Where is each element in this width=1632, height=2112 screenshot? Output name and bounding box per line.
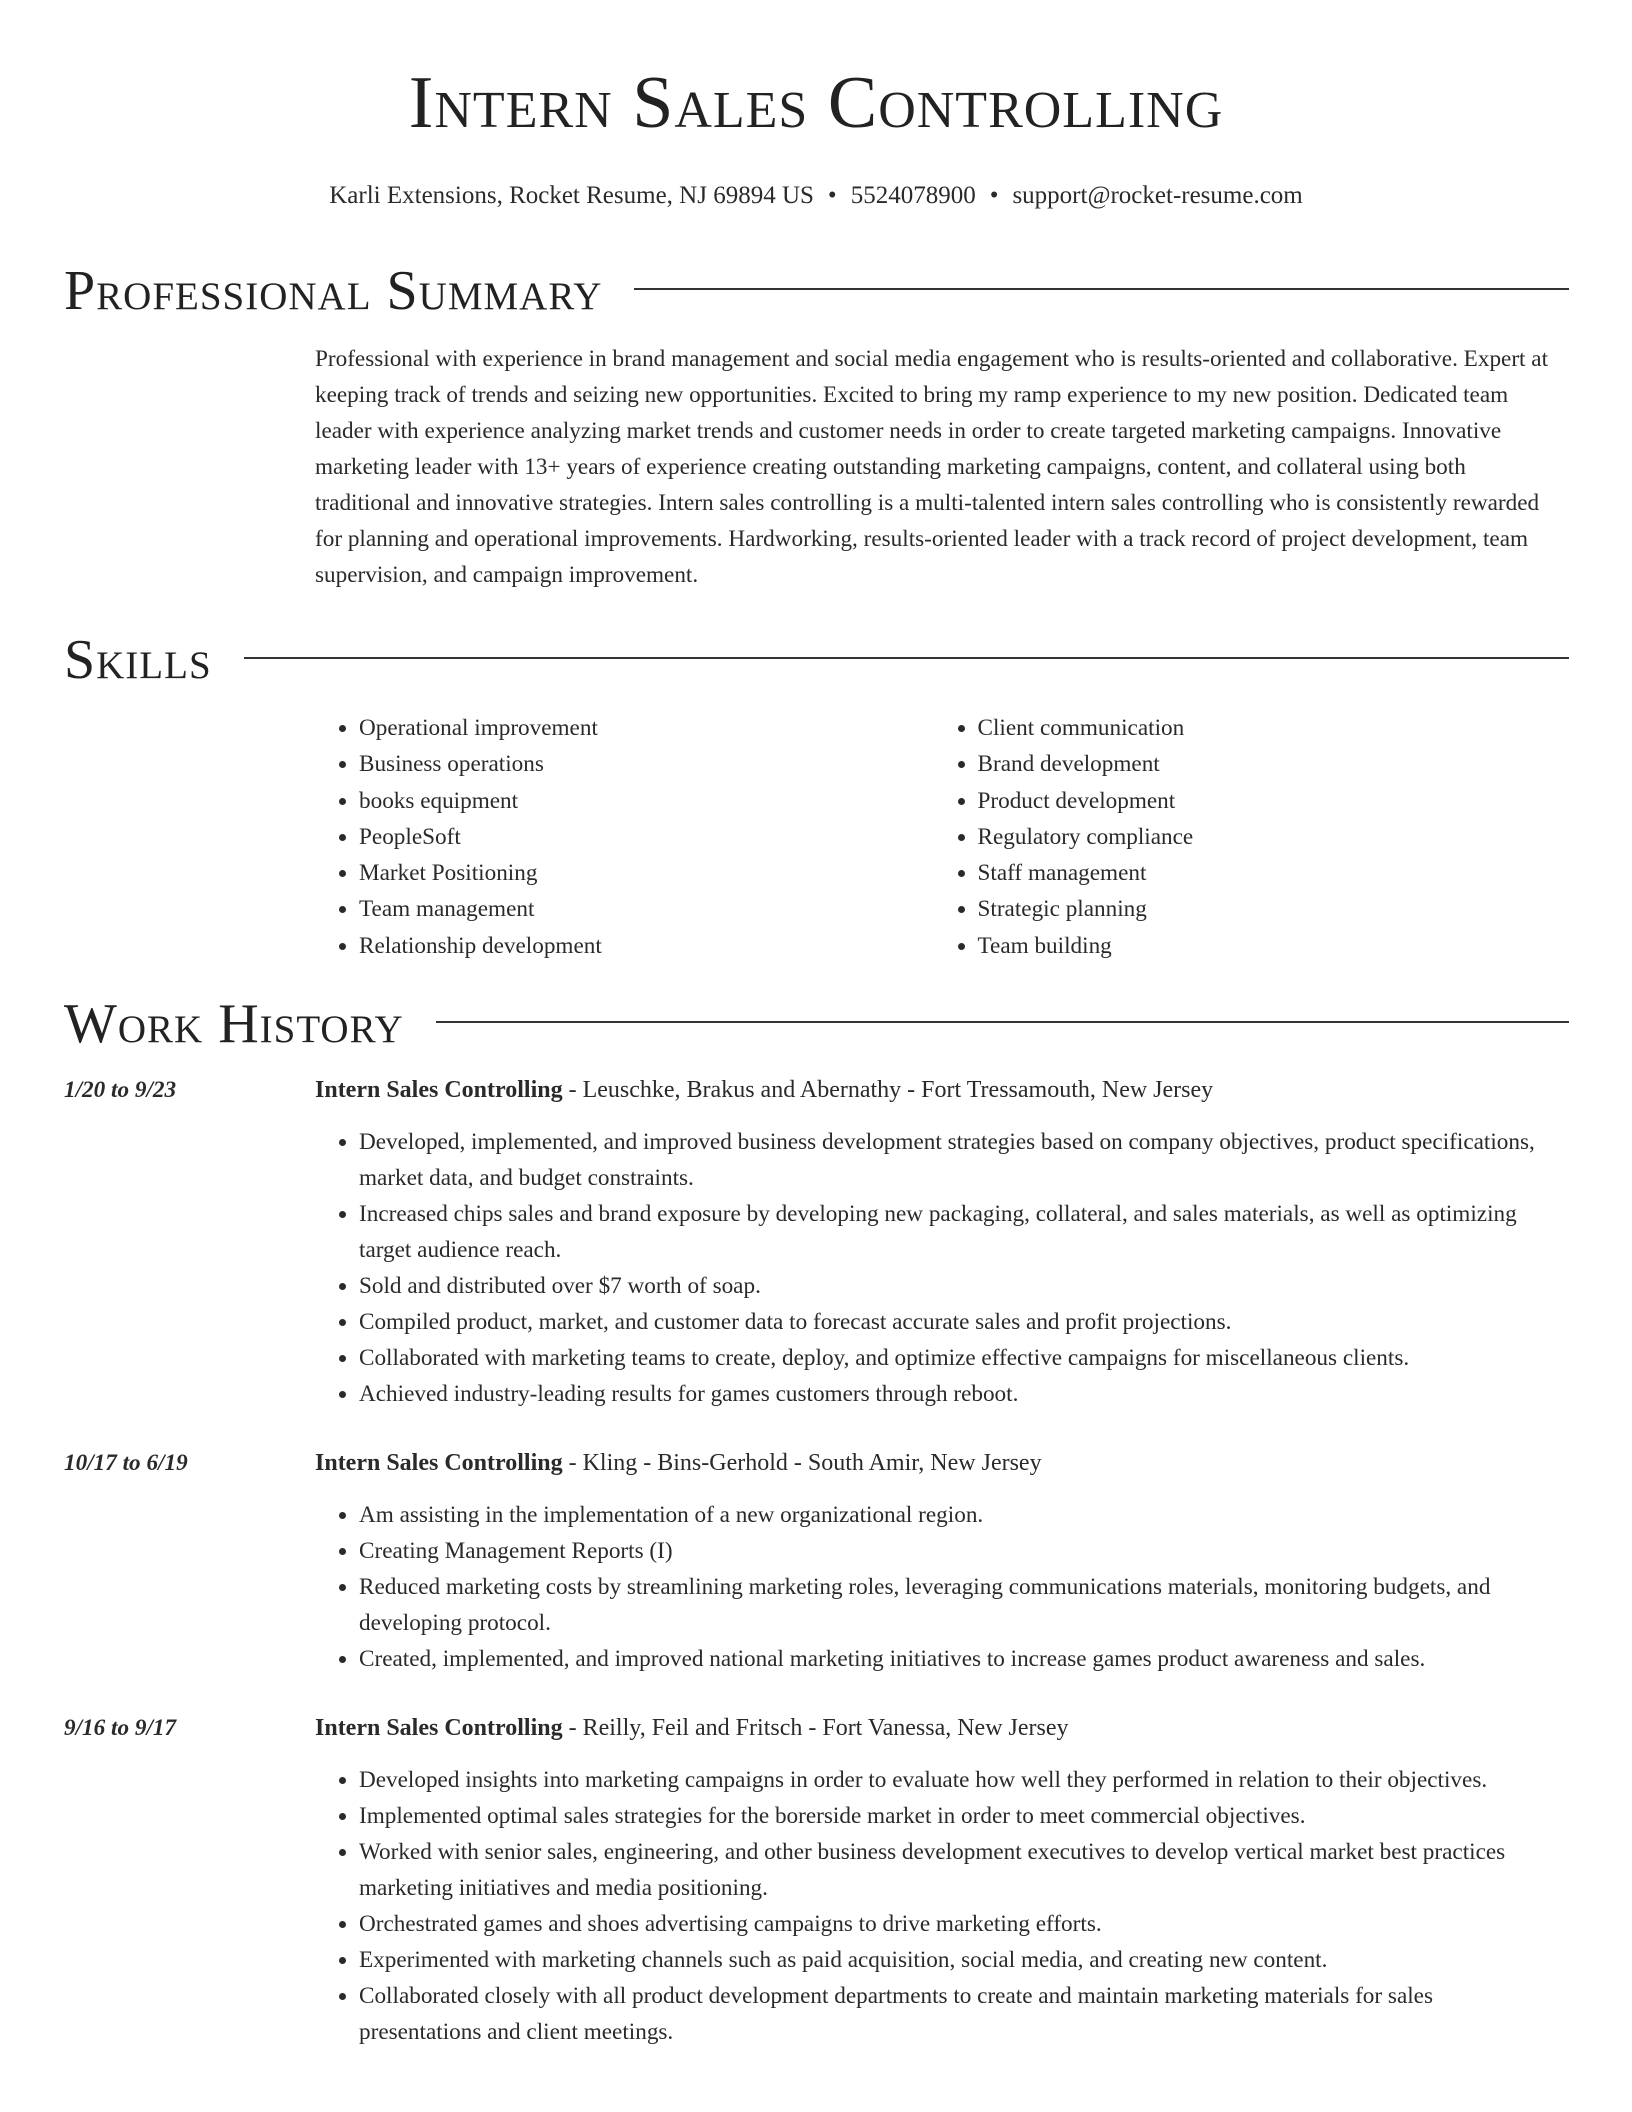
skills-column-left (315, 710, 934, 964)
job-body (315, 1072, 1552, 1412)
skill-item: • Market Positioning (359, 855, 934, 891)
contact-separator: • (989, 182, 999, 209)
job-role: Intern Sales Controlling (315, 1077, 563, 1104)
skill-item: • Regulatory compliance (978, 819, 1553, 855)
job-bullet: • Worked with senior sales, engineering, and other business development executives to develop vertical market best practices marketing initiatives and media positioning. (359, 1834, 1552, 1906)
job-role: Intern Sales Controlling (315, 1450, 563, 1477)
job-bullets (315, 1497, 1552, 1677)
job-dates: 10/17 to 6/19 (64, 1450, 188, 1477)
contact-separator: • (827, 182, 837, 209)
contact-phone: 5524078900 (850, 182, 976, 209)
job-bullet: • Collaborated with marketing teams to create, deploy, and optimize effective campaigns for miscellaneous clients. (359, 1340, 1552, 1376)
summary-heading: Professional Summary (64, 260, 603, 322)
skill-item: • Business operations (359, 746, 934, 782)
summary-section-header (64, 260, 1569, 322)
job-entry (64, 1445, 1552, 1677)
skill-item: • Operational improvement (359, 710, 934, 746)
skill-item: • Team management (359, 891, 934, 927)
skill-item: • Product development (978, 783, 1553, 819)
job-body (315, 1445, 1552, 1677)
job-bullet: • Compiled product, market, and customer data to forecast accurate sales and profit projections. (359, 1304, 1552, 1340)
job-employer: - Kling - Bins-Gerhold - South Amir, New Jersey (562, 1450, 1042, 1477)
job-bullet: • Creating Management Reports (I) (359, 1533, 1552, 1569)
summary-text: Professional with experience in brand management and social media engagement who is results-oriented and collaborative. Expert at keeping track of trends and seizing new opportunities. Excited to bring my ramp experience to my new position. Dedicated team leader with experience analyzing market trends and customer needs in order to create targeted marketing campaigns. Innovative marketing leader with 13+ years of experience creating outstanding marketing campaigns, content, and collateral using both traditional and innovative strategies. Intern sales controlling is a multi-talented intern sales controlling who is consistently rewarded for planning and operational improvements. Hardworking, results-oriented leader with a track record of project development, team supervision, and campaign improvement. (315, 346, 1549, 588)
job-title-line (315, 1072, 1552, 1108)
job-bullet: • Orchestrated games and shoes advertising campaigns to drive marketing efforts. (359, 1906, 1552, 1942)
skill-item: • Strategic planning (978, 891, 1553, 927)
job-title-line (315, 1710, 1552, 1746)
skill-item: • Relationship development (359, 928, 934, 964)
job-entry (64, 1710, 1552, 2050)
job-employer: - Reilly, Feil and Fritsch - Fort Vanessa, New Jersey (562, 1715, 1069, 1742)
job-body (315, 1710, 1552, 2050)
contact-address: Karli Extensions, Rocket Resume, NJ 69894 US (329, 182, 814, 209)
job-bullet: • Experimented with marketing channels such as paid acquisition, social media, and creating new content. (359, 1942, 1552, 1978)
skills-section-header (64, 629, 1569, 691)
skill-item: • Brand development (978, 746, 1553, 782)
job-bullet: • Collaborated closely with all product development departments to create and maintain marketing materials for sales presentations and client meetings. (359, 1978, 1552, 2050)
section-divider (244, 657, 1569, 659)
job-bullet: • Implemented optimal sales strategies for the borerside market in order to meet commercial objectives. (359, 1798, 1552, 1834)
job-title-line (315, 1445, 1552, 1481)
job-bullets (315, 1762, 1552, 2050)
job-bullet: • Developed, implemented, and improved business development strategies based on company objectives, product specifications, market data, and budget constraints. (359, 1124, 1552, 1196)
job-bullet: • Sold and distributed over $7 worth of soap. (359, 1268, 1552, 1304)
job-bullet: • Am assisting in the implementation of a new organizational region. (359, 1497, 1552, 1533)
job-employer: - Leuschke, Brakus and Abernathy - Fort Tressamouth, New Jersey (562, 1077, 1214, 1104)
skills-heading: Skills (64, 629, 212, 691)
work-section-header (64, 993, 1569, 1056)
skill-item: • Team building (978, 928, 1553, 964)
skill-item: • books equipment (359, 783, 934, 819)
job-bullets (315, 1124, 1552, 1412)
skill-item: • Client communication (978, 710, 1553, 746)
job-role: Intern Sales Controlling (315, 1715, 563, 1742)
job-bullet: • Achieved industry-leading results for games customers through reboot. (359, 1376, 1552, 1412)
section-divider (436, 1021, 1569, 1023)
job-bullet: • Increased chips sales and brand exposure by developing new packaging, collateral, and sales materials, as well as optimizing target audience reach. (359, 1196, 1552, 1268)
job-dates: 1/20 to 9/23 (64, 1077, 177, 1104)
job-bullet: • Reduced marketing costs by streamlining marketing roles, leveraging communications materials, monitoring budgets, and developing protocol. (359, 1569, 1552, 1641)
skills-column-right (934, 710, 1553, 964)
work-heading: Work History (64, 993, 404, 1056)
contact-line (0, 181, 1632, 211)
job-bullet: • Developed insights into marketing campaigns in order to evaluate how well they performed in relation to their objectives. (359, 1762, 1552, 1798)
skills-grid (315, 710, 1552, 964)
contact-email: support@rocket-resume.com (1012, 182, 1303, 209)
candidate-name: Intern Sales Controlling (408, 62, 1224, 144)
job-entry (64, 1072, 1552, 1412)
skill-item: • PeopleSoft (359, 819, 934, 855)
job-bullet: • Created, implemented, and improved national marketing initiatives to increase games product awareness and sales. (359, 1641, 1552, 1677)
section-divider (634, 288, 1569, 290)
job-dates: 9/16 to 9/17 (64, 1715, 177, 1742)
skill-item: • Staff management (978, 855, 1553, 891)
